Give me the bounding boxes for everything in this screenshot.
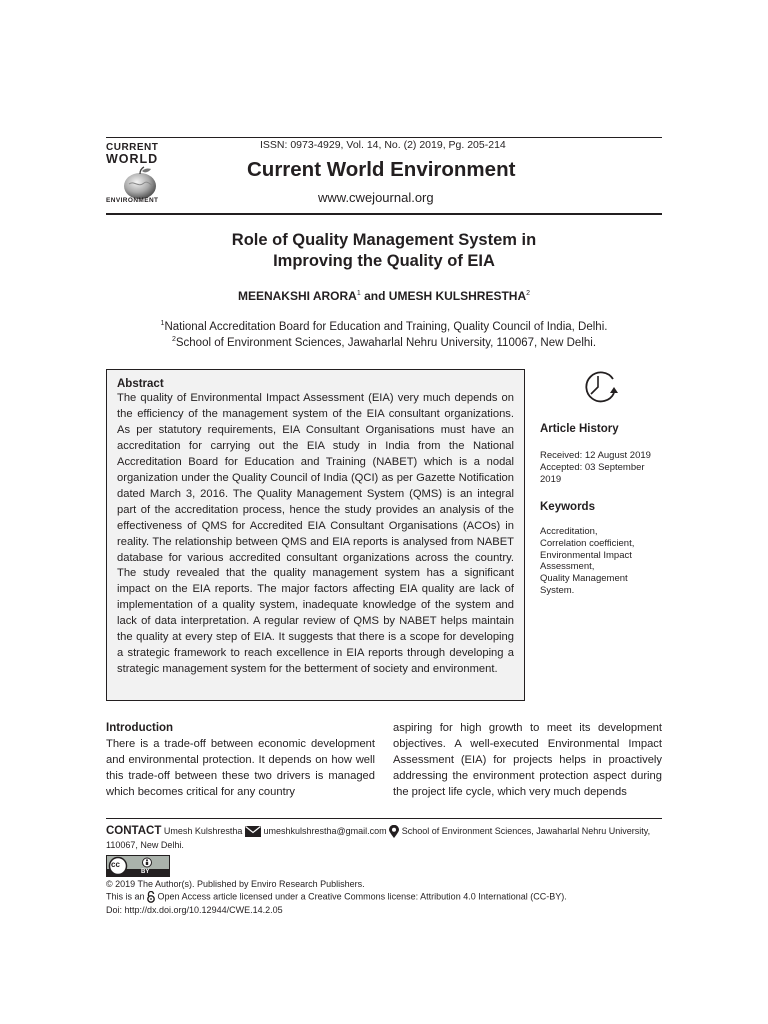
logo-text-world: WORLD: [106, 152, 159, 166]
accepted-date: Accepted: 03 September 2019: [540, 461, 645, 485]
affiliation-1: [106, 320, 662, 333]
affiliation-mark: 1: [160, 320, 165, 327]
intro-heading: Introduction: [106, 722, 174, 734]
license-text: Open Access article licensed under a Creative Commons license: Attribution 4.0 International (CC-BY).: [157, 891, 567, 902]
article-title: [106, 230, 662, 272]
issn-line: ISSN: 0973-4929, Vol. 14, No. (2) 2019, Pg. 205-214: [260, 139, 506, 151]
keyword-item: Correlation coefficient,: [540, 537, 635, 549]
author-affiliation-mark: 2: [526, 290, 531, 297]
abstract-box: [106, 369, 525, 701]
keywords-heading: Keywords: [540, 501, 595, 513]
article-title-line1: Role of Quality Management System in: [231, 231, 537, 249]
contact-name: Umesh Kulshrestha: [163, 826, 243, 836]
author-affiliation-mark: 1: [356, 290, 361, 297]
affiliation-text: National Accreditation Board for Education and Training, Quality Council of India, Delhi.: [164, 320, 608, 333]
article-title-line2: Improving the Quality of EIA: [273, 252, 495, 270]
doi-line[interactable]: Doi: http://dx.doi.org/10.12944/CWE.14.2.05: [106, 905, 283, 915]
journal-logo: [106, 142, 176, 208]
keyword-item: Environmental Impact Assessment,: [540, 549, 632, 573]
license-line: [106, 891, 567, 903]
keyword-item: Accreditation,: [540, 526, 598, 537]
intro-column-left: [106, 721, 375, 801]
article-history: [540, 423, 662, 485]
location-pin-icon: [389, 825, 399, 838]
cc-label: cc: [111, 860, 120, 869]
affiliation-mark: 2: [171, 336, 176, 343]
copyright-line: © 2019 The Author(s). Published by Enviro Research Publishers.: [106, 879, 365, 889]
keyword-item: Quality Management System.: [540, 573, 628, 596]
author-list: [106, 289, 662, 303]
envelope-icon: [245, 826, 261, 837]
intro-column-right: [393, 721, 662, 801]
logo-text-environment: ENVIRONMENT: [106, 197, 159, 204]
keywords-section: [540, 501, 662, 597]
abstract-heading: Abstract: [117, 378, 164, 390]
abstract-text: The quality of Environmental Impact Assessment (EIA) very much depends on the efficiency of the management system of the EIA consultant organizations. As per statutory requirements, EIA Consultant Organisations must have an accreditation for carrying out the EIA study in India from the National Accreditation Board for Education and Training (NABET) which is a nodal organization under the Quality Council of India (QCI) as per Gazette Notification dated March 3, 2016. The Quality Management System (QMS) is an integral part of the accreditation process, hence the study provides an analysis of the effectiveness of QMS for Accredited EIA Consultant Organisations (ACOs) in reality. The relationship between QMS and EIA reports is analysed from NABET database for various accredited consultant organizations across the country. The study revealed that the quality management system has a significant impact on the EIA reports. The major factors affecting EIA quality are lack of implementation of a quality system, inadequate knowledge of the system and lack of data interpretation. A regular review of QMS by NABET helps maintain the quality at every step of EIA. It suggests that there is a scope for developing a strategic framework to reach excellence in EIA reports through developing a strategic management system for the betterment of society and environment.: [117, 392, 514, 676]
intro-text-left: There is a trade-off between economic development and environmental protection. It depends on how well this trade-off between these two drivers is managed which becomes critical for any country: [106, 737, 375, 798]
contact-label: CONTACT: [106, 825, 162, 837]
received-date: Received: 12 August 2019: [540, 450, 651, 461]
journal-title: Current World Environment: [247, 158, 516, 181]
author-name: MEENAKSHI ARORA: [237, 289, 357, 303]
logo-text-current: CURRENT: [106, 142, 159, 153]
by-label: BY: [141, 869, 150, 875]
contact-rule: [106, 818, 662, 819]
open-access-icon: [147, 891, 155, 903]
intro-text-right: aspiring for high growth to meet its development objectives. A well-executed Environmental Impact Assessment (EIA) for projects helps in proactively addressing the environment protection aspect during the project life cycle, which very much depends: [393, 722, 662, 798]
license-prefix: This is an: [106, 891, 145, 902]
clock-history-icon: [580, 367, 622, 405]
cc-by-badge[interactable]: [106, 855, 170, 877]
affiliation-2: [106, 336, 662, 349]
journal-url[interactable]: www.cwejournal.org: [318, 190, 434, 205]
author-name: UMESH KULSHRESTHA: [388, 289, 527, 303]
affiliation-text: School of Environment Sciences, Jawaharlal Nehru University, 110067, New Delhi.: [175, 336, 597, 349]
header-top-rule: [106, 137, 662, 138]
contact-email[interactable]: umeshkulshrestha@gmail.com: [263, 826, 387, 836]
article-history-heading: Article History: [540, 423, 619, 435]
globe-apple-icon: [120, 166, 160, 200]
contact-address: School of Environment Sciences, Jawaharlal Nehru University, 110067, New Delhi.: [106, 826, 651, 851]
author-joiner: and: [360, 289, 389, 303]
contact-block: [106, 824, 662, 852]
header-bottom-rule: [106, 213, 662, 215]
